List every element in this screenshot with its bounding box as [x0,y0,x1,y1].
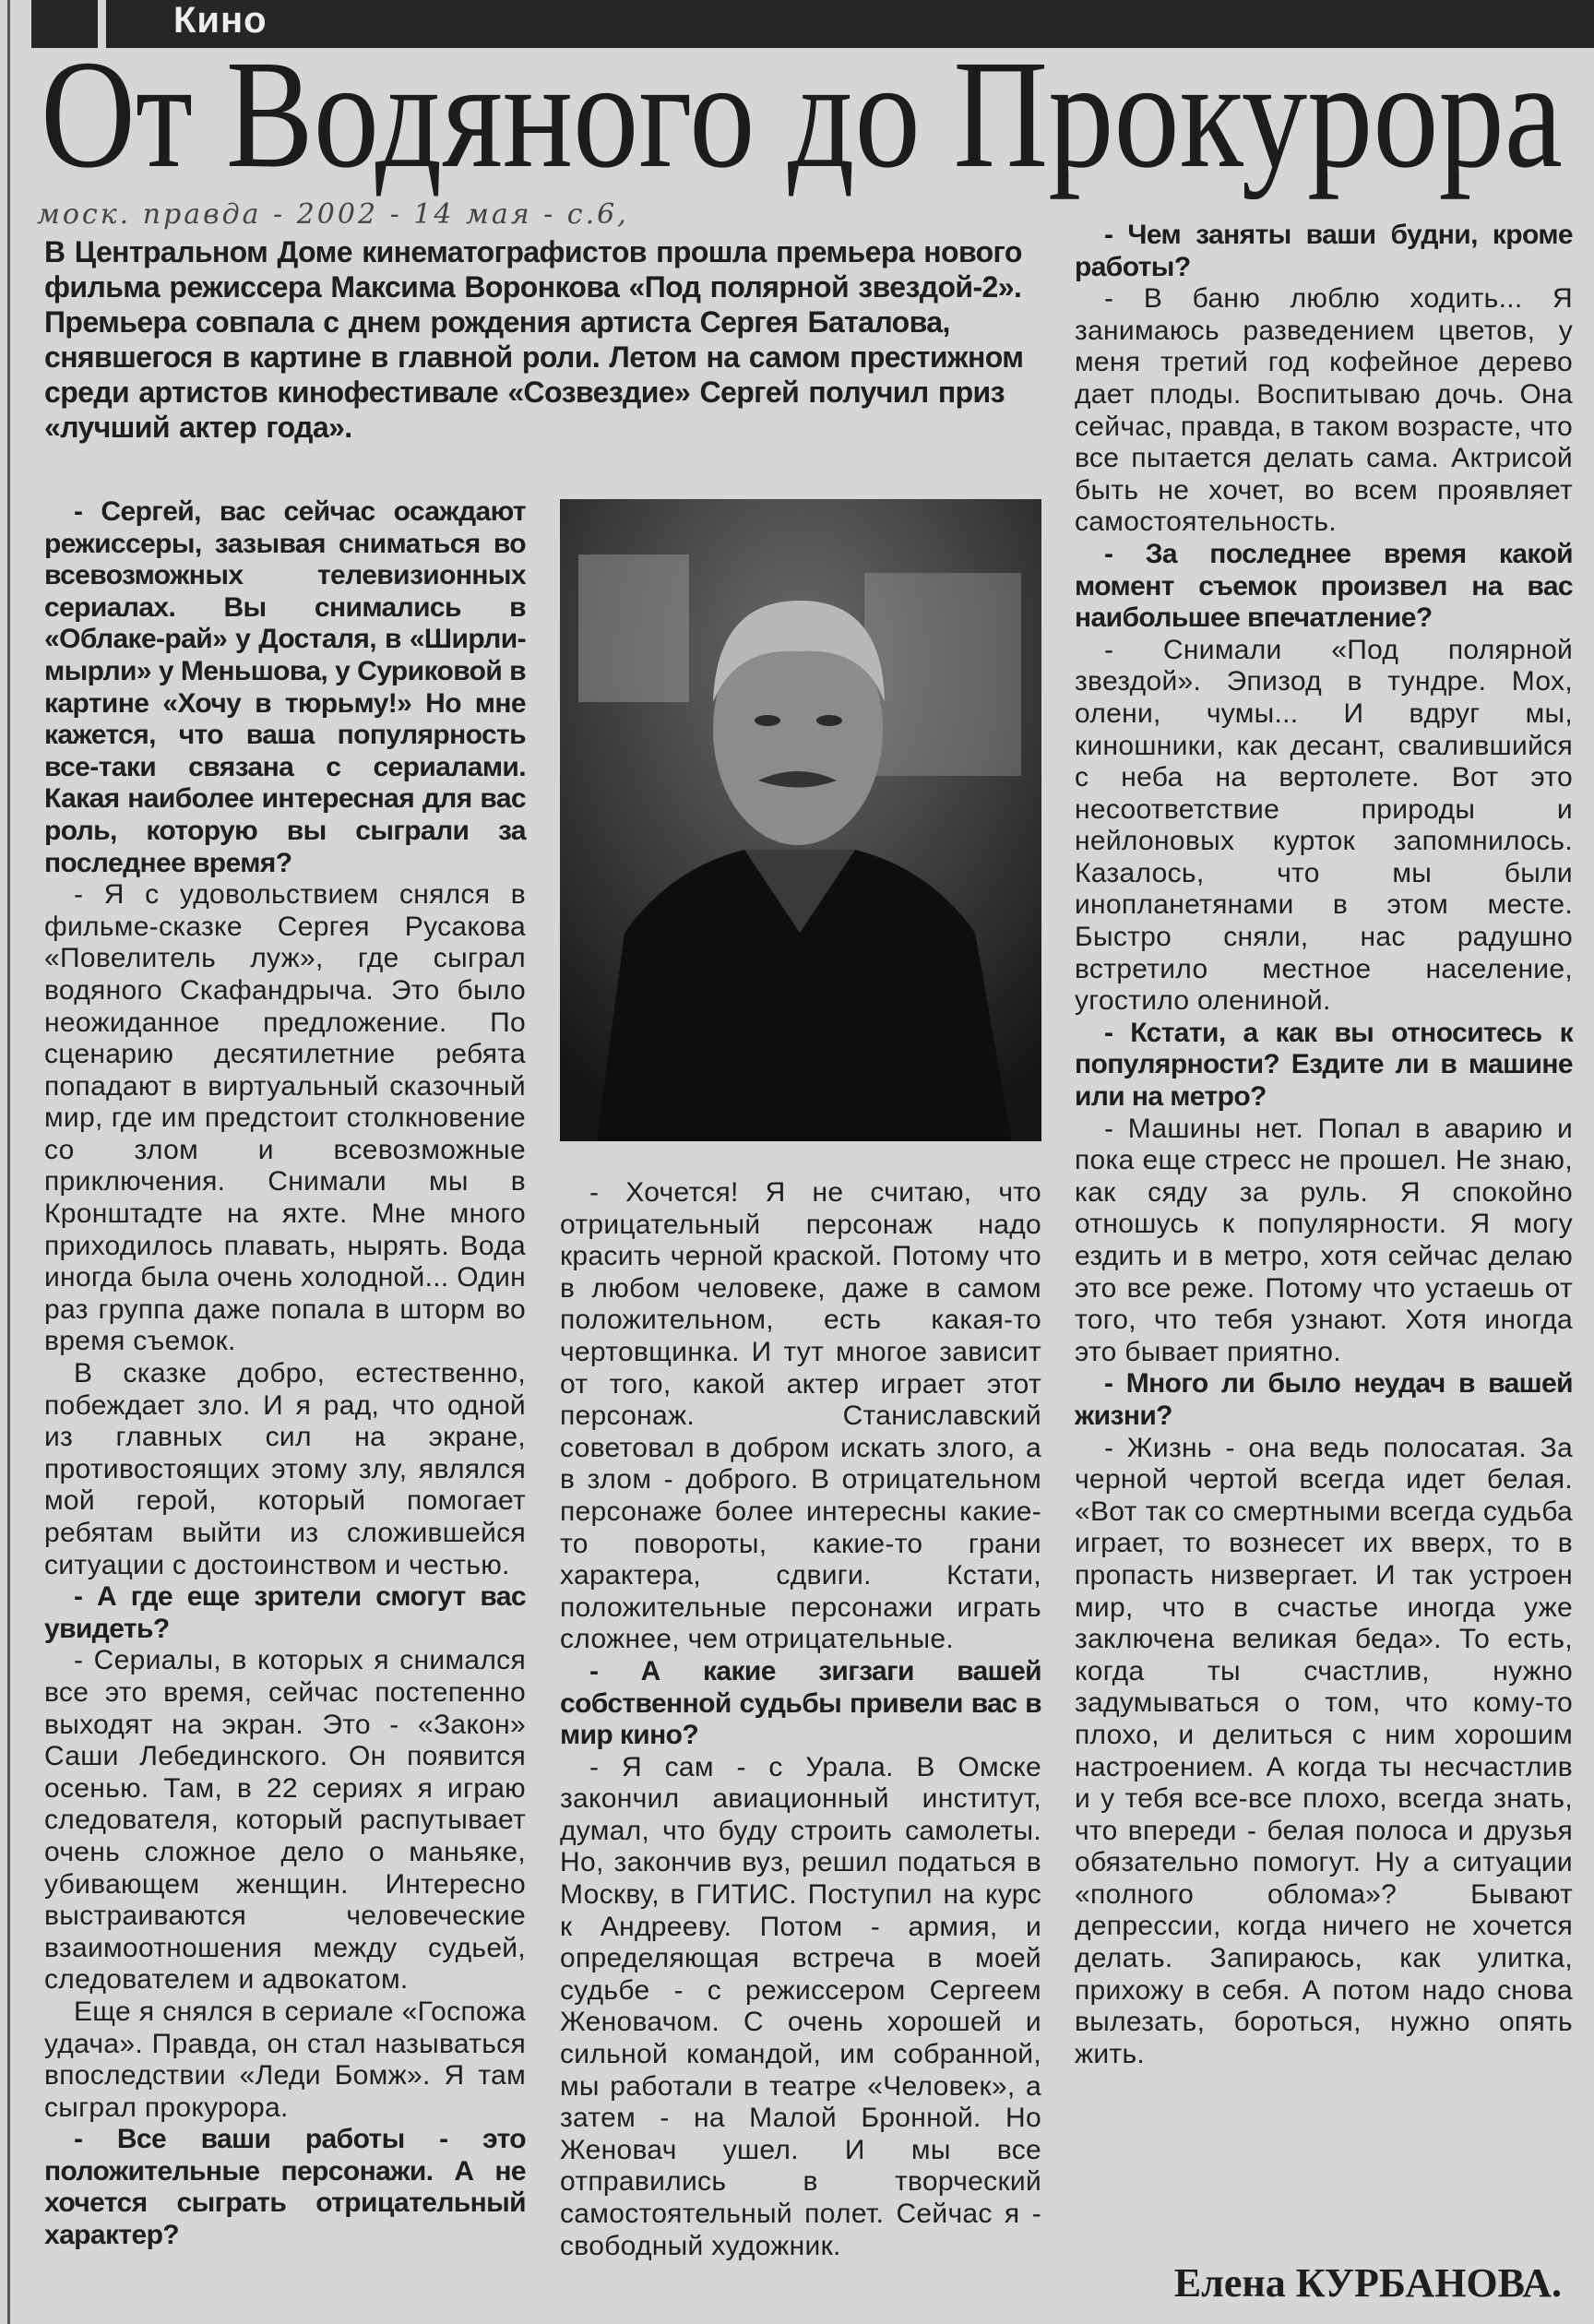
answer: В сказке добро, естественно, побеждает зло. И я рад, что одной из главных сил на экране, противостоящих этому злу, являлся мой герой, который помогает ребятам выйти из сложившейся ситуации с достоинством и честью. [44,1358,526,1580]
question: - А где еще зрители смогут вас увидеть? [44,1581,526,1644]
question: - Сергей, вас сейчас осаждают режиссеры, зазывая сниматься во всевозможных телевизионных сериалах. Вы снимались в «Облаке-рай» у Досталя, в «Ширли-мырли» у Меньшова, у Суриковой в картине «Хочу в тюрьму!» Но мне кажется, что ваша популярность все-таки связана с сериалами. Какая наиболее интересная для вас роль, которую вы сыграли за последнее время? [44,496,526,878]
answer: - Сериалы, в которых я снимался все это время, сейчас постепенно выходят на экран. Это - «Закон» Саши Лебединского. Он появится осенью. Там, в 22 сериях я играю следователя, который распутывает очень сложное дело о маньяке, убивающем женщин. Интересно выстраиваются человеческие взаимоотношения между судьей, следователем и адвокатом. [44,1645,526,1996]
question: - Кстати, а как вы относитесь к популярности? Ездите ли в машине или на метро? [1075,1017,1573,1113]
answer: - Я с удовольствием снялся в фильме-сказке Сергея Русакова «Повелитель луж», где сыграл водяного Скафандрыча. Это было неожиданное предложение. По сценарию десятилетние ребята попадают в виртуальный сказочный мир, где им предстоит столкновение со злом и всевозможные приключения. Снимали мы в Кронштадте на яхте. Мне много приходилось плавать, нырять. Вода иногда была очень холодной... Один раз группа даже попала в шторм во время съемок. [44,879,526,1357]
handwritten-note: моск. правда - 2002 - 14 мая - с.6, [37,198,629,231]
question: - Чем заняты ваши будни, кроме работы? [1075,220,1573,282]
question: - Все ваши работы - это положительные персонажи. А не хочется сыграть отрицательный характер? [44,2124,526,2251]
answer: - Я сам - с Урала. В Омске закончил авиационный институт, думал, что буду строить самолеты. Но, закончив вуз, решил податься в Москву, в ГИТИС. Поступил на курс к Андрееву. Потом - армия, и определяющая встреча в моей судьбе - с режиссером Сергеем Женовачом. С очень хорошей и сильной командой, им собранной, мы работали в театре «Человек», а затем - на Малой Бронной. Но Женовач ушел. И мы все отправились в творческий самостоятельный полет. Сейчас я - свободный художник. [560,1751,1041,2261]
middle-column [560,1177,1041,2262]
right-column [1075,220,1573,2306]
answer: - Хочется! Я не считаю, что отрицательный персонаж надо красить черной краской. Потому что в любом человеке, даже в самом положительном, есть какая-то чертовщинка. И тут многое зависит от того, какой актер играет этот персонаж. Станиславский советовал в добром искать злого, а в злом - доброго. В отрицательном персонаже более интересны какие-то повороты, какие-то грани характера, сдвиги. Кстати, положительные персонажи играть сложнее, чем отрицательные. [560,1177,1041,1655]
answer: - Снимали «Под полярной звездой». Эпизод в тундре. Мох, олени, чумы... И вдруг мы, киношники, как десант, свалившийся с неба на вертолете. Вот это несоответствие природы и нейлоновых курток запомнилось. Казалось, что мы были инопланетянами в этом месте. Быстро сняли, нас радушно встретило местное население, угостило олениной. [1075,634,1573,1017]
question: - За последнее время какой момент съемок произвел на вас наибольшее впечатление? [1075,538,1573,634]
headline-svg [41,37,1572,199]
question: - А какие зигзаги вашей собственной судьбы привели вас в мир кино? [560,1655,1041,1751]
headline: От Водяного до Прокурора [41,37,1563,199]
answer: - Машины нет. Попал в аварию и пока еще стресс не прошел. Не знаю, как сяду за руль. Я спокойно отношусь к популярности. Я могу ездить и в метро, хотя сейчас делаю это все реже. Потому что устаешь от того, что тебя узнают. Хотя иногда это бывает приятно. [1075,1113,1573,1367]
page-edge-line [7,0,10,2324]
answer: - Жизнь - она ведь полосатая. За черной чертой всегда идет белая. «Вот так со смертными всегда судьба играет, то вознесет их вверх, то в пропасть низвергает. И так устроен мир, что в счастье иногда уже заключена великая беда». То есть, когда ты счастлив, нужно задумываться о том, что кому-то плохо, и делиться с ним хорошим настроением. А когда ты несчастлив и у тебя все-все плохо, всегда знать, что впереди - белая полоса и друзья обязательно помогут. Ну а ситуации «полного облома»? Бывают депрессии, когда ничего не хочется делать. Запираюсь, как улитка, прихожу в себя. А потом надо снова вылезать, бороться, нужно опять жить. [1075,1432,1573,2069]
author-signature: Елена КУРБАНОВА. [1173,2260,1562,2306]
portrait-photo [560,499,1041,1141]
left-column [44,496,526,2252]
answer: Еще я снялся в сериале «Госпожа удача». Правда, он стал называться впоследствии «Леди Бомж». Я там сыграл прокурора. [44,1996,526,2123]
lead-paragraph: В Центральном Доме кинематографистов прошла премьера нового фильма режиссера Максима Воронкова «Под полярной звездой-2». Премьера совпала с днем рождения артиста Сергея Баталова, снявшегося в картине в главной роли. Летом на самом престижном среди артистов кинофестивале «Созвездие» Сергей получил приз «лучший актер года». [44,235,1024,444]
question: - Много ли было неудач в вашей жизни? [1075,1368,1573,1431]
answer: - В баню люблю ходить... Я занимаюсь разведением цветов, у меня третий год кофейное дерево дает плоды. Воспитываю дочь. Она сейчас, правда, в таком возрасте, что все пытается делать сама. Актрисой быть не хочет, во всем проявляет самостоятельность. [1075,283,1573,538]
rubric-label: Кино [173,0,268,41]
